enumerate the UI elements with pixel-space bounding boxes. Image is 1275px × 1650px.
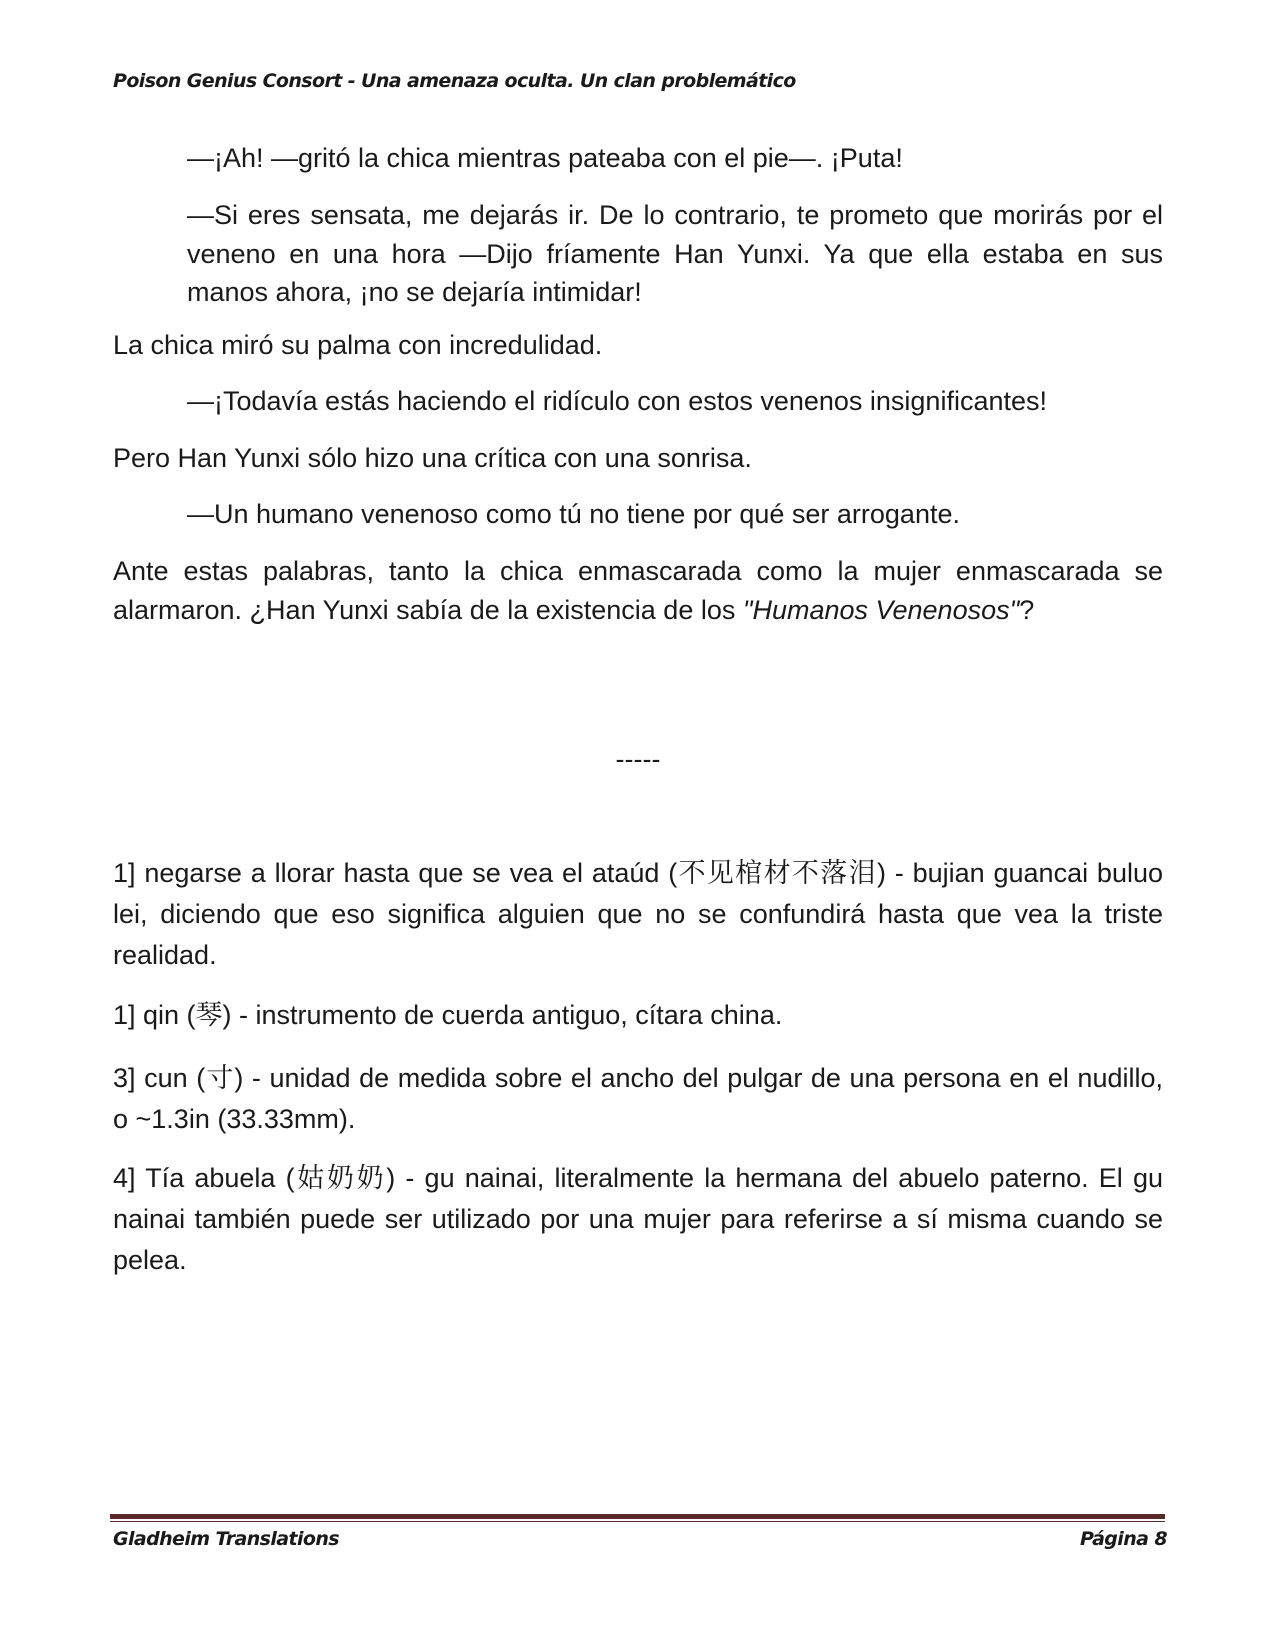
footnote-3: 3] cun (寸) - unidad de medida sobre el ancho del pulgar de una persona en el nudillo, o ~1.3in (33.33mm). — [113, 1063, 1163, 1134]
paragraph-7-text: Ante estas palabras, tanto la chica enmascarada como la mujer enmascarada se alarmaron. ¿Han Yunxi sabía de la existencia de los — [113, 556, 1163, 625]
paragraph-3: La chica miró su palma con incredulidad. — [113, 330, 603, 360]
paragraph-1: —¡Ah! —gritó la chica mientras pateaba con el pie—. ¡Puta! — [187, 143, 903, 173]
footer-publisher: Gladheim Translations — [113, 1528, 339, 1550]
footer-divider-thick — [110, 1514, 1165, 1519]
footer-divider-thin — [110, 1521, 1165, 1522]
paragraph-7-end: ? — [1019, 594, 1035, 625]
paragraph-5: Pero Han Yunxi sólo hizo una crítica con una sonrisa. — [113, 443, 752, 473]
footnote-2: 1] qin (琴) - instrumento de cuerda antiguo, cítara china. — [113, 1000, 783, 1030]
footnote-4: 4] Tía abuela (姑奶奶) - gu nainai, literalmente la hermana del abuelo paterno. El gu nainai también puede ser utilizado por una mujer para referirse a sí misma cuando se pelea. — [113, 1163, 1163, 1275]
paragraph-2: —Si eres sensata, me dejarás ir. De lo contrario, te prometo que morirás por el veneno en una hora —Dijo fríamente Han Yunxi. Ya que ella estaba en sus manos ahora, ¡no se dejaría intimidar! — [187, 200, 1163, 307]
paragraph-6: —Un humano venenoso como tú no tiene por qué ser arrogante. — [187, 499, 960, 529]
footer-page-number: Página 8 — [1079, 1528, 1167, 1550]
paragraph-7 — [113, 552, 1163, 629]
paragraph-4: —¡Todavía estás haciendo el ridículo con estos venenos insignificantes! — [187, 386, 1047, 416]
paragraph-7-italic: "Humanos Venenosos" — [742, 594, 1020, 625]
page-header-title: Poison Genius Consort - Una amenaza oculta. Un clan problemático — [113, 70, 796, 92]
section-separator: ----- — [615, 744, 661, 774]
footnote-1: 1] negarse a llorar hasta que se vea el ataúd (不见棺材不落泪) - bujian guancai buluo lei, diciendo que eso significa alguien que no se confundirá hasta que vea la triste realidad. — [113, 858, 1163, 970]
